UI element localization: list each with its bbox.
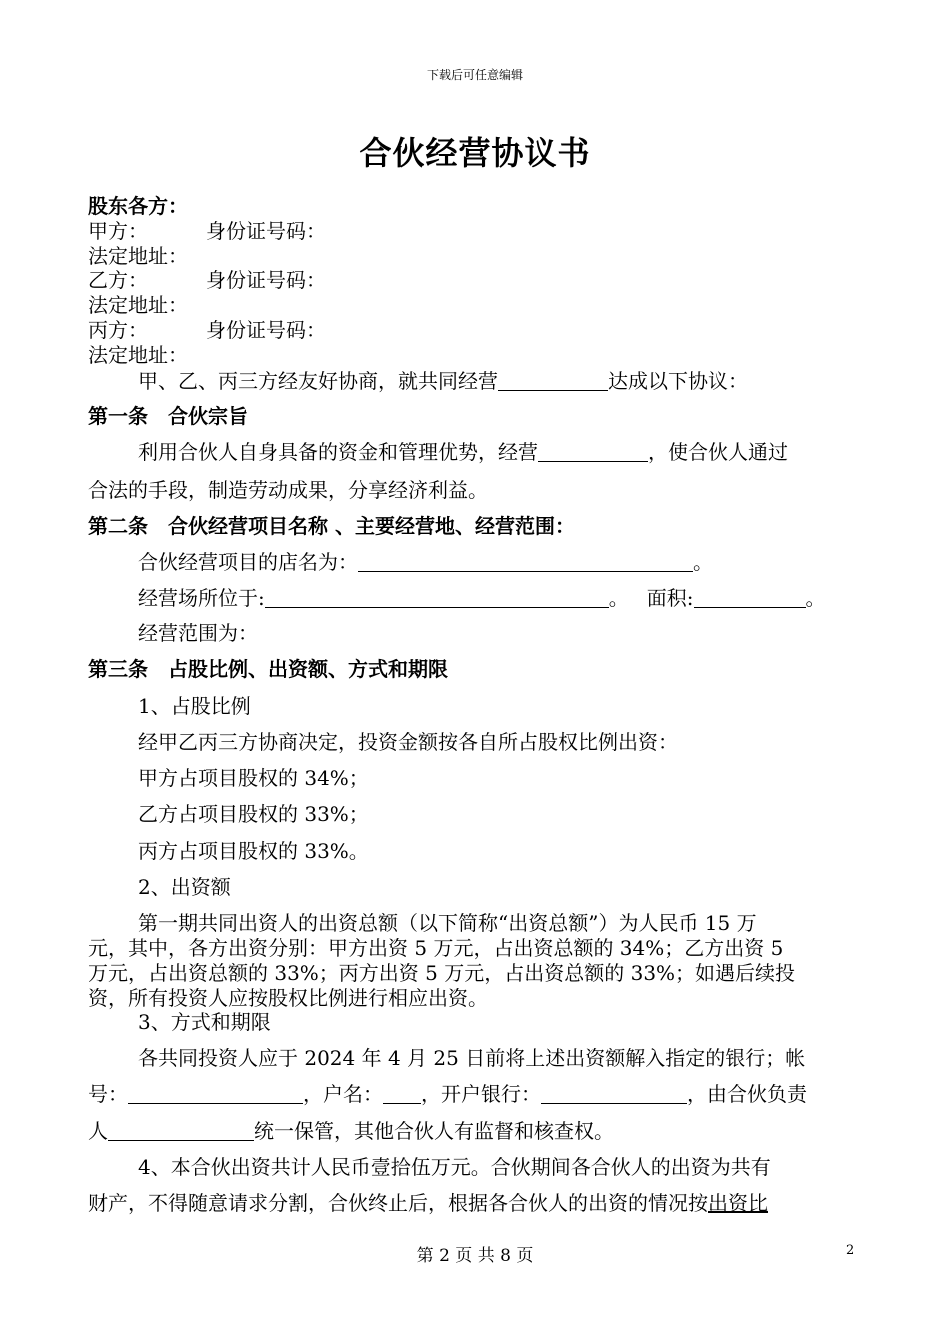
party-b-label: 乙方： xyxy=(88,268,148,292)
period: 。 xyxy=(693,550,713,574)
custody-text: 统一保管，其他合伙人有监督和核查权。 xyxy=(254,1119,614,1143)
page-number: 2 xyxy=(846,1243,855,1258)
id-label: 身份证号码： xyxy=(206,268,326,292)
operate-blank xyxy=(538,441,648,462)
address-label: 法定地址： xyxy=(88,293,188,317)
article1-heading: 第一条 合伙宗旨 xyxy=(88,404,248,428)
parties-heading: 股东各方： xyxy=(88,194,188,218)
share-b: 乙方占项目股权的 33%； xyxy=(138,802,369,826)
item4-line1: 4、本合伙出资共计人民币壹拾伍万元。合伙期间各合伙人的出资为共有 xyxy=(138,1155,771,1179)
account-line xyxy=(88,1081,807,1107)
subsection-1: 1、占股比例 xyxy=(138,694,251,718)
subsection-3: 3、方式和期限 xyxy=(138,1010,271,1034)
party-c-label: 丙方： xyxy=(88,318,148,342)
page-count-footer: 第 2 页 共 8 页 xyxy=(416,1246,534,1266)
article3-heading: 第三条 占股比例、出资额、方式和期限 xyxy=(88,657,448,681)
amount-line: 资，所有投资人应按股权比例进行相应出资。 xyxy=(88,986,488,1010)
area-label: 面积: xyxy=(646,586,694,610)
article1-text: 利用合伙人自身具备的资金和管理优势，经营 xyxy=(138,440,538,464)
scope-label: 经营范围为： xyxy=(138,621,258,645)
intro-text: 甲、乙、丙三方经友好协商，就共同经营 xyxy=(138,369,498,393)
id-label: 身份证号码： xyxy=(206,219,326,243)
custody-line xyxy=(88,1118,614,1144)
period: 。 xyxy=(608,586,629,610)
amount-line: 万元，占出资总额的 33%；丙方出资 5 万元，占出资总额的 33%；如遇后续投 xyxy=(88,961,796,985)
holder-label: ，户名： xyxy=(303,1082,383,1106)
intro-line xyxy=(138,368,748,394)
article1-text-end: ，使合伙人通过 xyxy=(648,440,788,464)
holder-blank xyxy=(383,1083,421,1104)
article1-line1 xyxy=(138,439,788,465)
decision-text: 经甲乙丙三方协商决定，投资金额按各自所占股权比例出资： xyxy=(138,730,678,754)
account-blank xyxy=(128,1083,303,1104)
article2-heading: 第二条 合伙经营项目名称 、主要经营地、经营范围： xyxy=(88,514,575,538)
store-name-line xyxy=(138,549,713,575)
share-a: 甲方占项目股权的 34%； xyxy=(138,766,369,790)
bank-blank xyxy=(541,1083,687,1104)
business-blank xyxy=(498,370,608,391)
location-line xyxy=(138,585,826,611)
person-blank xyxy=(108,1120,254,1141)
article1-line2: 合法的手段，制造劳动成果，分享经济利益。 xyxy=(88,478,488,502)
person-prefix: 人 xyxy=(88,1119,108,1143)
amount-line: 第一期共同出资人的出资总额（以下简称“出资总额”）为人民币 15 万 xyxy=(138,911,757,935)
party-a-line xyxy=(88,218,326,244)
item4-text: 财产，不得随意请求分割，合伙终止后，根据各合伙人的出资的情况按 xyxy=(88,1191,708,1215)
account-label: 号： xyxy=(88,1082,128,1106)
share-c: 丙方占项目股权的 33%。 xyxy=(138,839,369,863)
area-blank xyxy=(694,587,806,608)
item4-underlined-text: 出资比 xyxy=(708,1191,768,1215)
period: 。 xyxy=(805,586,826,610)
party-b-line xyxy=(88,267,326,293)
party-c-line xyxy=(88,317,326,343)
header-note: 下载后可任意编辑 xyxy=(426,68,523,82)
item4-line2 xyxy=(88,1190,768,1216)
location-label: 经营场所位于: xyxy=(138,586,265,610)
id-label: 身份证号码： xyxy=(206,318,326,342)
bank-label: ，开户银行： xyxy=(421,1082,541,1106)
store-name-label: 合伙经营项目的店名为： xyxy=(138,550,358,574)
method-line: 各共同投资人应于 2024 年 4 月 25 日前将上述出资额解入指定的银行；帐 xyxy=(138,1046,806,1070)
document-title: 合伙经营协议书 xyxy=(359,134,591,172)
address-label: 法定地址： xyxy=(88,244,188,268)
intro-text-end: 达成以下协议： xyxy=(608,369,748,393)
subsection-2: 2、出资额 xyxy=(138,875,231,899)
amount-line: 元，其中，各方出资分别：甲方出资 5 万元，占出资总额的 34%；乙方出资 5 xyxy=(88,936,784,960)
location-blank xyxy=(265,587,609,608)
address-label: 法定地址： xyxy=(88,343,188,367)
party-a-label: 甲方： xyxy=(88,219,148,243)
store-name-blank xyxy=(358,551,693,572)
bank-after-text: ，由合伙负责 xyxy=(687,1082,807,1106)
